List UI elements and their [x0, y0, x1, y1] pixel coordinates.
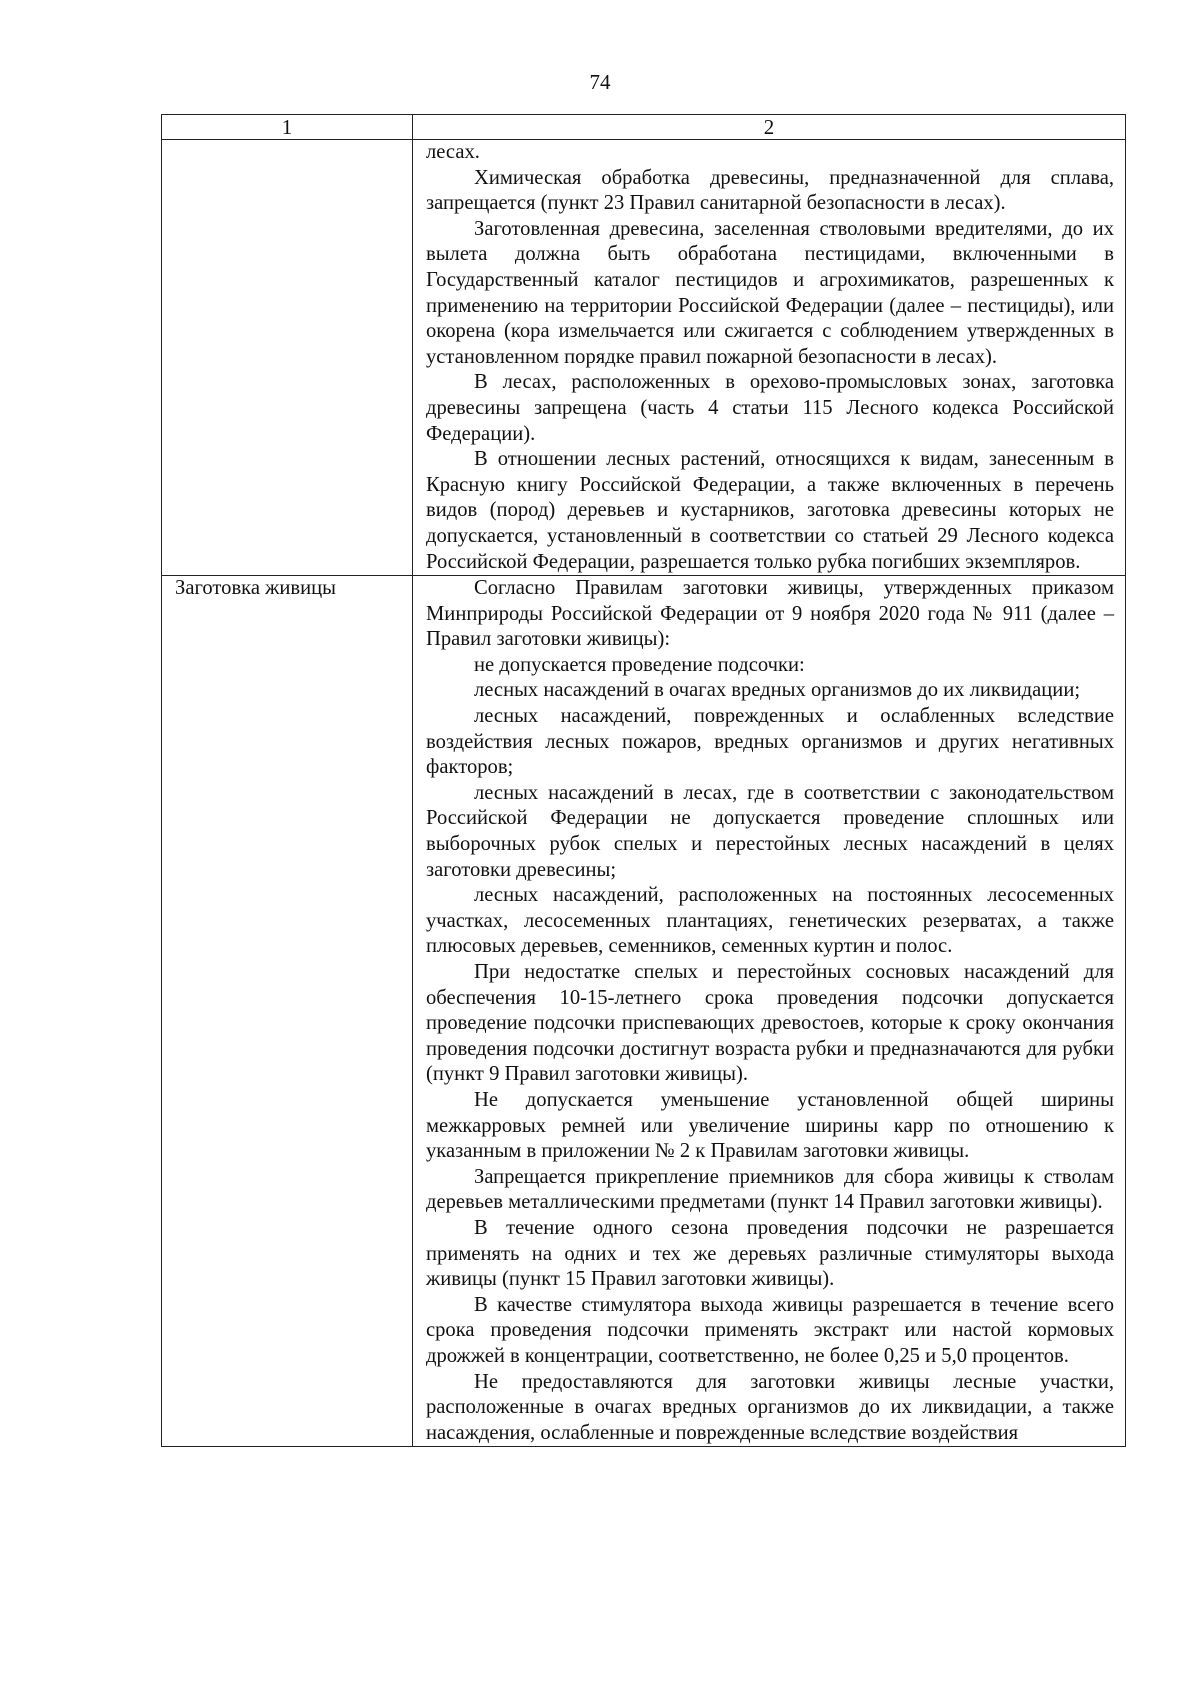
content-paragraph: В качестве стимулятора выхода живицы разрешается в течение всего срока проведения подсочки применять экстракт или настой кормовых дрожжей в концентрации, соответственно, не более 0,25 и 5,0 процентов.: [426, 1293, 1114, 1367]
content-paragraph: Согласно Правилам заготовки живицы, утвержденных приказом Минприроды Российской Федерации от 9 ноября 2020 года № 911 (далее – Правил заготовки живицы):: [426, 577, 1114, 651]
content-paragraph: В течение одного сезона проведения подсочки не разрешается применять на одних и тех же деревьях различные стимуляторы выхода живицы (пункт 15 Правил заготовки живицы).: [426, 1216, 1114, 1291]
table-row: [162, 140, 1126, 576]
row-topic-cell: [162, 140, 413, 576]
content-paragraph: В лесах, расположенных в орехово-промысловых зонах, заготовка древесины запрещена (часть 4 статьи 115 Лесного кодекса Российской Федерации).: [426, 371, 1114, 445]
content-paragraph: лесных насаждений в очагах вредных организмов до их ликвидации;: [474, 679, 1081, 702]
row-content-cell: [413, 576, 1126, 1447]
content-paragraph: Не предоставляются для заготовки живицы лесные участки, расположенные в очагах вредных организмов до их ликвидации, а также насаждения, ослабленные и поврежденные вследствие воздействия: [426, 1370, 1114, 1444]
content-paragraph: Запрещается прикрепление приемников для сбора живицы к стволам деревьев металлическими предметами (пункт 14 Правил заготовки живицы).: [426, 1165, 1114, 1214]
content-paragraph: Не допускается уменьшение установленной общей ширины межкарровых ремней или увеличение ширины карр по отношению к указанным в приложении № 2 к Правилам заготовки живицы.: [426, 1088, 1114, 1163]
content-paragraph: В отношении лесных растений, относящихся к видам, занесенным в Красную книгу Российской Федерации, а также включенных в перечень видов (пород) деревьев и кустарников, заготовка древесины которых не допускается, установленный в соответствии со статьей 29 Лесного кодекса Российской Федерации, разрешается только рубка погибших экземпляров.: [426, 448, 1114, 573]
content-paragraph: Заготовленная древесина, заселенная стволовыми вредителями, до их вылета должна быть обработана пестицидами, включенными в Государственный каталог пестицидов и агрохимикатов, разрешенных к применению на территории Российской Федерации (далее – пестициды), или окорена (кора измельчается или сжигается с соблюдением утвержденных в установленном порядке правил пожарной безопасности в лесах).: [426, 217, 1114, 368]
page-number: 74: [589, 70, 611, 94]
content-paragraph: При недостатке спелых и перестойных сосновых насаждений для обеспечения 10-15-летнего срока проведения подсочки допускается проведение подсочки приспевающих древостоев, которые к сроку окончания проведения подсочки достигнут возраста рубки и предназначаются для рубки (пункт 9 Правил заготовки живицы).: [426, 961, 1114, 1086]
regulations-table: [161, 114, 1126, 1447]
content-paragraph: Химическая обработка древесины, предназначенной для сплава, запрещается (пункт 23 Правил санитарной безопасности в лесах).: [426, 166, 1114, 215]
table-row: [162, 576, 1126, 1447]
table-header-row: [162, 115, 1126, 140]
content-paragraph: лесных насаждений, расположенных на постоянных лесосеменных участках, лесосеменных плантациях, генетических резерватах, а также плюсовых деревьев, семенников, семенных куртин и полос.: [426, 884, 1114, 958]
row-topic-cell: [162, 576, 413, 1447]
content-paragraph: лесных насаждений в лесах, где в соответствии с законодательством Российской Федерации не допускается проведение сплошных или выборочных рубок спелых и перестойных лесных насаждений в целях заготовки древесины;: [426, 781, 1114, 881]
column-header-1: 1: [162, 115, 413, 140]
content-paragraph: лесных насаждений, поврежденных и ослабленных вследствие воздействия лесных пожаров, вредных организмов и других негативных факторов;: [426, 705, 1114, 779]
column-header-2: 2: [413, 115, 1126, 140]
row-topic-label: Заготовка живицы: [175, 577, 336, 600]
content-paragraph: не допускается проведение подсочки:: [474, 653, 805, 676]
row-content-cell: [413, 140, 1126, 576]
table-body: [162, 140, 1126, 1447]
content-paragraph: лесах.: [426, 141, 480, 163]
